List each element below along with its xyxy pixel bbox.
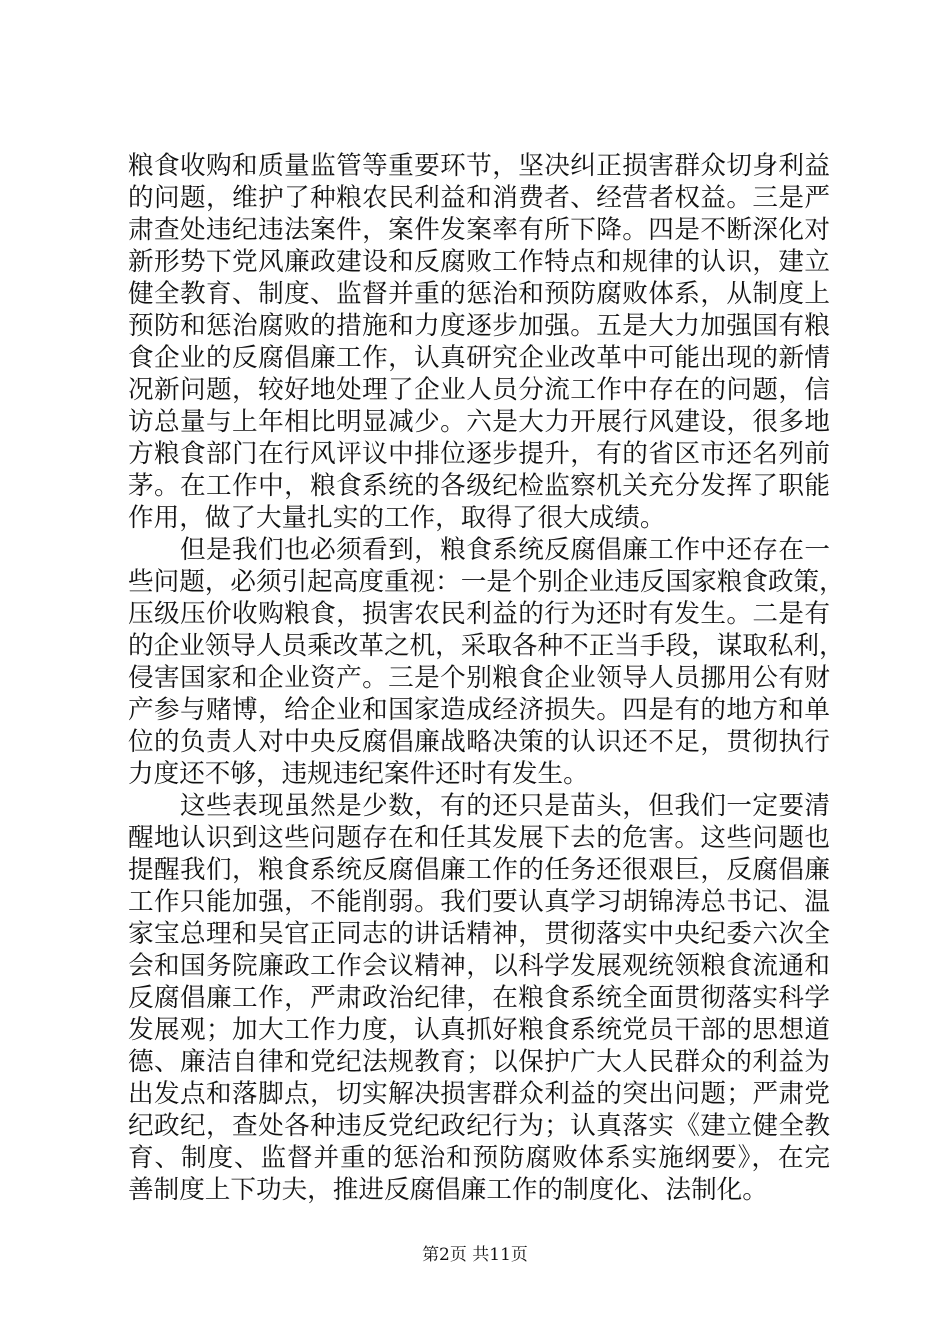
text-line: 德、廉洁自律和党纪法规教育；以保护广大人民群众的利益为	[128, 1047, 830, 1077]
text-line: 善制度上下功夫，推进反腐倡廉工作的制度化、法制化。	[128, 1175, 768, 1205]
text-line: 位的负责人对中央反腐倡廉战略决策的认识还不足，贯彻执行	[128, 727, 830, 757]
text-line: 况新问题，较好地处理了企业人员分流工作中存在的问题，信	[128, 375, 830, 405]
text-line: 新形势下党风廉政建设和反腐败工作特点和规律的认识，建立	[128, 247, 830, 277]
text-line: 食企业的反腐倡廉工作，认真研究企业改革中可能出现的新情	[128, 343, 830, 373]
text-line: 出发点和落脚点，切实解决损害群众利益的突出问题；严肃党	[128, 1079, 830, 1109]
paragraph-1	[128, 150, 830, 534]
text-line: 这些表现虽然是少数，有的还只是苗头，但我们一定要清	[128, 791, 830, 821]
text-line: 肃查处违纪违法案件，案件发案率有所下降。四是不断深化对	[128, 215, 830, 245]
text-line: 力度还不够，违规违纪案件还时有发生。	[128, 759, 589, 789]
text-line: 纪政纪，查处各种违反党纪政纪行为；认真落实《建立健全教	[128, 1111, 830, 1141]
text-line: 会和国务院廉政工作会议精神，以科学发展观统领粮食流通和	[128, 951, 830, 981]
paragraph-2	[128, 534, 845, 790]
text-line: 醒地认识到这些问题存在和任其发展下去的危害。这些问题也	[128, 823, 830, 853]
text-line: 提醒我们，粮食系统反腐倡廉工作的任务还很艰巨，反腐倡廉	[128, 855, 830, 885]
text-line: 作用，做了大量扎实的工作，取得了很大成绩。	[128, 503, 666, 533]
text-line: 预防和惩治腐败的措施和力度逐步加强。五是大力加强国有粮	[128, 311, 830, 341]
text-line: 访总量与上年相比明显减少。六是大力开展行风建设，很多地	[128, 407, 830, 437]
text-line: 的企业领导人员乘改革之机，采取各种不正当手段，谋取私利，	[128, 631, 845, 661]
text-line: 茅。在工作中，粮食系统的各级纪检监察机关充分发挥了职能	[128, 471, 830, 501]
text-line: 产参与赌博，给企业和国家造成经济损失。四是有的地方和单	[128, 695, 830, 725]
text-line: 压级压价收购粮食，损害农民利益的行为还时有发生。二是有	[128, 599, 830, 629]
text-line: 家宝总理和吴官正同志的讲话精神，贯彻落实中央纪委六次全	[128, 919, 830, 949]
text-line: 些问题，必须引起高度重视：一是个别企业违反国家粮食政策，	[128, 567, 845, 597]
page-footer: 第2页 共11页	[422, 1245, 528, 1265]
text-line: 反腐倡廉工作，严肃政治纪律，在粮食系统全面贯彻落实科学	[128, 983, 830, 1013]
text-line: 但是我们也必须看到，粮食系统反腐倡廉工作中还存在一	[128, 535, 830, 565]
text-line: 发展观；加大工作力度，认真抓好粮食系统党员干部的思想道	[128, 1015, 830, 1045]
text-line: 侵害国家和企业资产。三是个别粮食企业领导人员挪用公有财	[128, 663, 830, 693]
text-line: 方粮食部门在行风评议中排位逐步提升，有的省区市还名列前	[128, 439, 830, 469]
text-line: 的问题，维护了种粮农民利益和消费者、经营者权益。三是严	[128, 183, 830, 213]
text-line: 工作只能加强，不能削弱。我们要认真学习胡锦涛总书记、温	[128, 887, 830, 917]
paragraph-3	[128, 790, 830, 1206]
body-text	[128, 150, 845, 1206]
text-line: 粮食收购和质量监管等重要环节，坚决纠正损害群众切身利益	[128, 151, 830, 181]
text-line: 育、制度、监督并重的惩治和预防腐败体系实施纲要》，在完	[128, 1143, 830, 1173]
text-line: 健全教育、制度、监督并重的惩治和预防腐败体系，从制度上	[128, 279, 830, 309]
